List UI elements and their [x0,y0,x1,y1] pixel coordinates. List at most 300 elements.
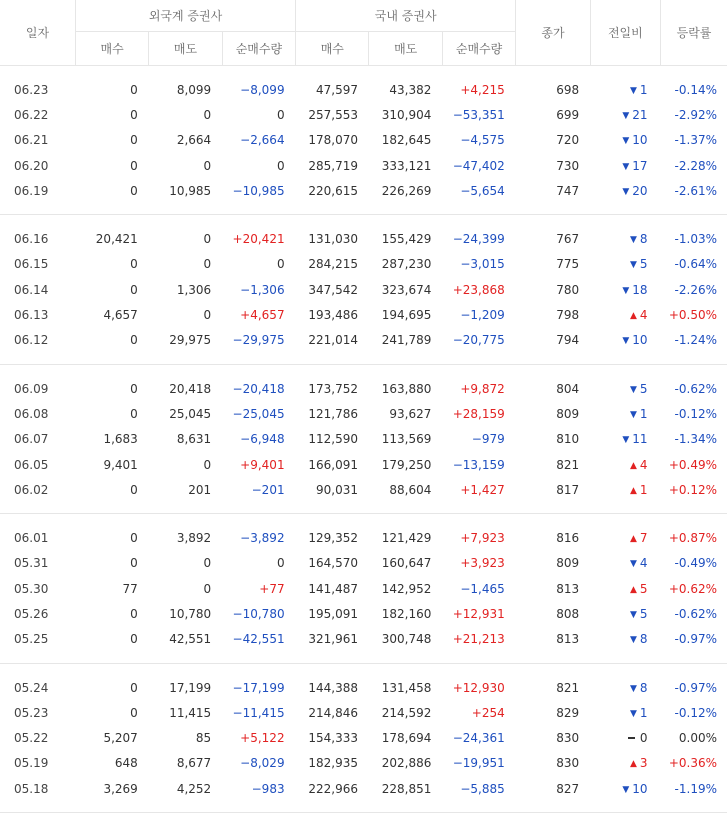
foreign-buy: 0 [130,133,138,148]
domestic-net: +3,923 [460,556,505,571]
table-row [0,477,727,502]
foreign-net: +9,401 [240,457,285,472]
triangle-down-icon: ▼ [622,161,630,172]
price-diff-value: 8 [639,632,648,647]
domestic-buy: 47,597 [315,82,358,97]
price-diff [590,776,660,801]
foreign-sell: 20,418 [169,381,212,396]
foreign-sell: 10,780 [169,606,212,621]
price-diff [590,277,660,302]
foreign-buy: 77 [122,581,138,596]
change-rate: -0.12% [674,705,717,720]
price-diff [590,302,660,327]
row-date: 05.30 [14,581,49,596]
domestic-sell: 88,604 [389,482,432,497]
group-divider [0,652,727,664]
foreign-sell: 0 [203,457,212,472]
foreign-sell: 0 [203,232,212,247]
foreign-sell: 8,631 [176,432,212,447]
foreign-sell: 8,099 [176,82,212,97]
foreign-net: −2,664 [240,133,285,148]
price-diff [590,452,660,477]
foreign-net: −10,985 [232,183,285,198]
table-row [0,102,727,127]
domestic-net: +12,931 [452,606,505,621]
change-rate: +0.87% [668,531,717,546]
price-diff [590,376,660,401]
change-rate: -0.62% [674,606,717,621]
header-foreign-net: 순매수량 [222,32,295,66]
price-diff [590,153,660,178]
foreign-net: −983 [251,781,285,796]
triangle-down-icon: ▼ [629,609,637,620]
triangle-down-icon: ▼ [622,186,630,197]
table-row [0,77,727,102]
domestic-net: −1,465 [460,581,505,596]
domestic-buy: 164,570 [308,556,358,571]
row-date: 05.18 [14,781,49,796]
foreign-net: −201 [251,482,285,497]
close-price: 747 [556,183,580,198]
row-date: 05.19 [14,756,49,771]
domestic-sell: 333,121 [381,158,432,173]
foreign-net: +77 [259,581,285,596]
price-diff-value: 4 [639,308,648,323]
price-diff-value: 1 [639,705,648,720]
price-diff-value: 4 [639,457,648,472]
price-diff [590,551,660,576]
foreign-net: 0 [276,107,285,122]
price-diff-value: 5 [639,381,648,396]
foreign-sell: 0 [203,581,212,596]
change-rate: -2.92% [674,107,717,122]
table-row [0,252,727,277]
foreign-buy: 3,269 [103,781,138,796]
domestic-net: +1,427 [460,482,505,497]
domestic-net: +9,872 [460,381,505,396]
row-date: 05.24 [14,680,49,695]
table-row [0,551,727,576]
price-diff [590,328,660,353]
price-diff [590,427,660,452]
domestic-buy: 257,553 [308,107,358,122]
domestic-sell: 121,429 [381,531,432,546]
close-price: 780 [556,282,580,297]
triangle-up-icon: ▲ [629,534,637,545]
price-diff [590,477,660,502]
foreign-buy: 4,657 [103,308,138,323]
domestic-net: +21,213 [452,632,505,647]
close-price: 720 [556,133,580,148]
domestic-sell: 194,695 [381,308,432,323]
change-rate: 0.00% [678,731,717,746]
domestic-sell: 179,250 [381,457,432,472]
triangle-up-icon: ▲ [629,460,637,471]
row-date: 06.02 [14,482,49,497]
price-diff [590,576,660,601]
triangle-down-icon: ▼ [622,784,630,795]
foreign-net: +20,421 [232,232,285,247]
price-diff-value: 21 [632,107,648,122]
domestic-sell: 228,851 [381,781,432,796]
foreign-net: +5,122 [240,731,285,746]
domestic-buy: 284,215 [308,257,358,272]
domestic-buy: 321,961 [308,632,358,647]
foreign-buy: 0 [130,107,138,122]
domestic-buy: 141,487 [308,581,358,596]
change-rate: -1.19% [674,781,717,796]
table-row [0,302,727,327]
close-price: 809 [556,406,580,421]
foreign-buy: 0 [130,632,138,647]
row-date: 06.13 [14,308,49,323]
price-diff-value: 1 [639,82,648,97]
price-diff-value: 18 [632,282,648,297]
close-price: 813 [556,581,580,596]
close-price: 830 [556,731,580,746]
price-diff [590,751,660,776]
domestic-sell: 155,429 [381,232,432,247]
foreign-buy: 1,683 [103,432,138,447]
domestic-net: +28,159 [452,406,505,421]
foreign-net: −25,045 [232,406,285,421]
row-date: 05.25 [14,632,49,647]
foreign-buy: 20,421 [95,232,138,247]
price-diff [590,675,660,700]
price-diff-value: 10 [632,133,648,148]
foreign-net: −6,948 [240,432,285,447]
group-spacer [0,215,727,227]
triangle-down-icon: ▼ [629,559,637,570]
price-diff-value: 3 [639,756,648,771]
change-rate: -2.26% [674,282,717,297]
foreign-buy: 5,207 [103,731,138,746]
row-date: 06.05 [14,457,49,472]
domestic-net: +12,930 [452,680,505,695]
domestic-buy: 90,031 [315,482,358,497]
price-diff [590,252,660,277]
table-row [0,627,727,652]
price-diff-value: 8 [639,680,648,695]
group-divider [0,203,727,215]
price-diff-value: 5 [639,606,648,621]
price-diff-value: 5 [639,257,648,272]
domestic-net: −4,575 [460,133,505,148]
foreign-sell: 1,306 [176,282,212,297]
group-spacer [0,514,727,526]
table-body [0,66,727,813]
foreign-buy: 9,401 [103,457,138,472]
row-date: 05.31 [14,556,49,571]
triangle-down-icon: ▼ [622,110,630,121]
group-spacer [0,663,727,675]
price-diff-value: 11 [632,432,648,447]
domestic-buy: 285,719 [308,158,358,173]
row-date: 06.01 [14,531,49,546]
close-price: 775 [556,257,580,272]
foreign-net: −42,551 [232,632,285,647]
change-rate: -0.97% [674,680,717,695]
domestic-net: −13,159 [452,457,505,472]
domestic-net: −5,885 [460,781,505,796]
domestic-buy: 144,388 [308,680,358,695]
close-price: 808 [556,606,580,621]
close-price: 698 [556,82,580,97]
foreign-sell: 25,045 [169,406,212,421]
domestic-sell: 202,886 [381,756,432,771]
domestic-net: −5,654 [460,183,505,198]
price-diff [590,627,660,652]
row-date: 06.20 [14,158,49,173]
price-diff [590,102,660,127]
close-price: 809 [556,556,580,571]
dash-icon [628,737,635,739]
table-row [0,576,727,601]
domestic-buy: 347,542 [308,282,358,297]
domestic-net: −979 [471,432,505,447]
foreign-buy: 0 [130,606,138,621]
header-close: 종가 [516,0,590,66]
domestic-buy: 166,091 [308,457,358,472]
row-date: 05.26 [14,606,49,621]
domestic-net: +4,215 [460,82,505,97]
foreign-sell: 3,892 [176,531,212,546]
close-price: 813 [556,632,580,647]
foreign-buy: 0 [130,556,138,571]
row-date: 05.22 [14,731,49,746]
table-row [0,601,727,626]
table-row [0,128,727,153]
price-diff-value: 1 [639,406,648,421]
change-rate: -0.12% [674,406,717,421]
triangle-up-icon: ▲ [629,485,637,496]
price-diff [590,226,660,251]
foreign-buy: 0 [130,381,138,396]
foreign-sell: 0 [203,158,212,173]
foreign-sell: 42,551 [169,632,212,647]
domestic-sell: 226,269 [381,183,432,198]
triangle-up-icon: ▲ [629,311,637,322]
change-rate: -2.61% [674,183,717,198]
foreign-sell: 0 [203,257,212,272]
group-spacer [0,66,727,78]
domestic-sell: 43,382 [389,82,432,97]
group-divider [0,353,727,365]
change-rate: +0.50% [668,308,717,323]
price-diff [590,178,660,203]
domestic-buy: 193,486 [308,308,358,323]
domestic-net: −53,351 [452,107,505,122]
row-date: 06.09 [14,381,49,396]
foreign-buy: 0 [130,705,138,720]
row-date: 06.15 [14,257,49,272]
domestic-sell: 214,592 [381,705,432,720]
close-price: 798 [556,308,580,323]
domestic-sell: 323,674 [381,282,432,297]
foreign-buy: 0 [130,282,138,297]
change-rate: -0.49% [674,556,717,571]
row-date: 06.22 [14,107,49,122]
domestic-sell: 300,748 [381,632,432,647]
table-row [0,226,727,251]
close-price: 794 [556,333,580,348]
price-diff-value: 17 [632,158,648,173]
table-row [0,277,727,302]
domestic-net: −19,951 [452,756,505,771]
foreign-sell: 11,415 [169,705,212,720]
table-row [0,675,727,700]
foreign-buy: 0 [130,158,138,173]
change-rate: +0.12% [668,482,717,497]
domestic-sell: 241,789 [381,333,432,348]
triangle-up-icon: ▲ [629,584,637,595]
price-diff-value: 5 [639,581,648,596]
change-rate: +0.49% [668,457,717,472]
foreign-net: +4,657 [240,308,285,323]
close-price: 730 [556,158,580,173]
table-row [0,452,727,477]
row-date: 06.23 [14,82,49,97]
foreign-sell: 201 [188,482,212,497]
header-foreign-buy: 매수 [75,32,148,66]
price-diff-value: 10 [632,333,648,348]
domestic-buy: 195,091 [308,606,358,621]
foreign-net: 0 [276,556,285,571]
close-price: 767 [556,232,580,247]
row-date: 06.14 [14,282,49,297]
table-row [0,700,727,725]
foreign-net: −29,975 [232,333,285,348]
foreign-net: 0 [276,257,285,272]
price-diff [590,601,660,626]
foreign-buy: 0 [130,257,138,272]
close-price: 804 [556,381,580,396]
price-diff [590,525,660,550]
domestic-buy: 182,935 [308,756,358,771]
price-diff [590,700,660,725]
row-date: 06.21 [14,133,49,148]
triangle-down-icon: ▼ [629,708,637,719]
close-price: 821 [556,457,580,472]
domestic-net: +23,868 [452,282,505,297]
triangle-down-icon: ▼ [629,260,637,271]
triangle-up-icon: ▲ [629,759,637,770]
close-price: 830 [556,756,580,771]
price-diff-value: 8 [639,232,648,247]
table-row [0,751,727,776]
close-price: 827 [556,781,580,796]
header-domestic-sell: 매도 [369,32,442,66]
close-price: 817 [556,482,580,497]
row-date: 05.23 [14,705,49,720]
row-date: 06.16 [14,232,49,247]
foreign-net: −11,415 [232,705,285,720]
header-diff: 전일비 [590,0,660,66]
triangle-down-icon: ▼ [622,285,630,296]
domestic-net: −47,402 [452,158,505,173]
foreign-net: −8,099 [240,82,285,97]
change-rate: -1.03% [674,232,717,247]
domestic-buy: 112,590 [308,432,358,447]
foreign-buy: 0 [130,183,138,198]
header-domestic-brokers: 국내 증권사 [296,0,516,32]
price-diff [590,726,660,751]
domestic-sell: 142,952 [381,581,432,596]
triangle-down-icon: ▼ [629,409,637,420]
domestic-buy: 131,030 [308,232,358,247]
change-rate: +0.62% [668,581,717,596]
price-diff-value: 1 [639,482,648,497]
table-row [0,376,727,401]
foreign-net: −17,199 [232,680,285,695]
foreign-buy: 0 [130,680,138,695]
domestic-buy: 222,966 [308,781,358,796]
domestic-net: −24,399 [452,232,505,247]
table-row [0,328,727,353]
foreign-sell: 4,252 [176,781,212,796]
foreign-net: −10,780 [232,606,285,621]
header-date: 일자 [0,0,75,66]
price-diff [590,128,660,153]
close-price: 810 [556,432,580,447]
foreign-buy: 0 [130,482,138,497]
change-rate: -1.34% [674,432,717,447]
price-diff-value: 0 [639,731,648,746]
triangle-down-icon: ▼ [629,85,637,96]
price-diff-value: 4 [639,556,648,571]
table-row [0,427,727,452]
domestic-sell: 287,230 [381,257,432,272]
price-diff [590,77,660,102]
domestic-net: +254 [471,705,505,720]
header-rate: 등락률 [661,0,727,66]
header-foreign-brokers: 외국계 증권사 [75,0,295,32]
domestic-buy: 154,333 [308,731,358,746]
group-spacer [0,364,727,376]
table-row [0,153,727,178]
row-date: 06.08 [14,406,49,421]
price-diff-value: 7 [639,531,648,546]
foreign-sell: 2,664 [176,133,212,148]
foreign-sell: 85 [195,731,212,746]
foreign-sell: 29,975 [169,333,212,348]
triangle-down-icon: ▼ [622,136,630,147]
domestic-sell: 163,880 [381,381,432,396]
triangle-down-icon: ▼ [629,683,637,694]
table-row [0,525,727,550]
triangle-down-icon: ▼ [629,635,637,646]
domestic-sell: 182,645 [381,133,432,148]
foreign-buy: 0 [130,406,138,421]
header-foreign-sell: 매도 [149,32,222,66]
domestic-buy: 214,846 [308,705,358,720]
price-diff-value: 10 [632,781,648,796]
header-domestic-net: 순매수량 [442,32,515,66]
foreign-net: −20,418 [232,381,285,396]
foreign-buy: 0 [130,333,138,348]
change-rate: -0.64% [674,257,717,272]
close-price: 816 [556,531,580,546]
domestic-net: −20,775 [452,333,505,348]
close-price: 829 [556,705,580,720]
domestic-net: +7,923 [460,531,505,546]
foreign-buy: 0 [130,82,138,97]
domestic-buy: 129,352 [308,531,358,546]
foreign-sell: 0 [203,308,212,323]
foreign-net: −1,306 [240,282,285,297]
domestic-net: −1,209 [460,308,505,323]
group-divider [0,502,727,514]
